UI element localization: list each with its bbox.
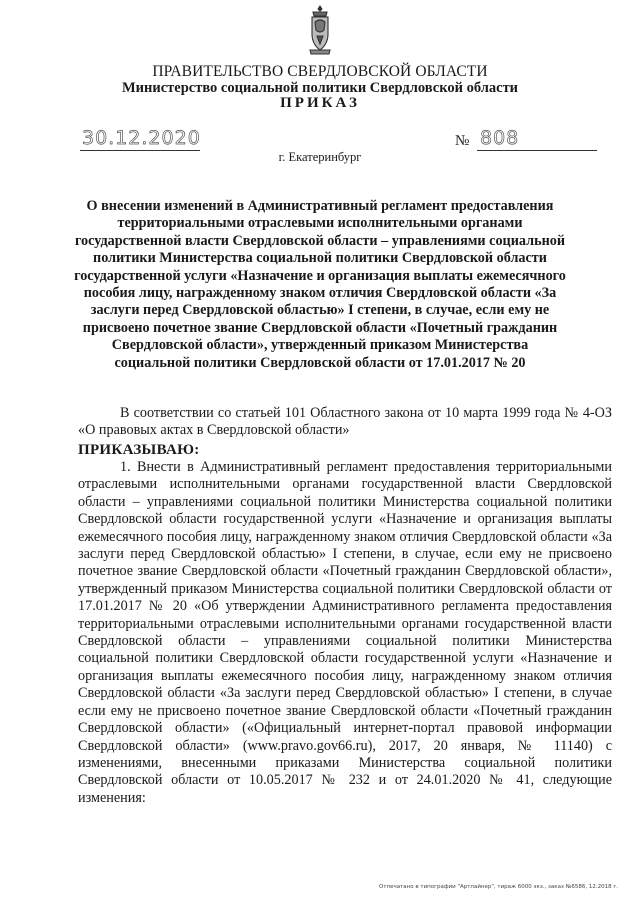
ministry-name: Министерство социальной политики Свердловской области xyxy=(121,80,519,96)
item-1-paragraph: 1. Внести в Административный регламент предоставления территориальными отраслевыми исполнительными органами государственной власти Свердловской области – управлениями социальной политики Министерства социальной политики Свердловской области государственной услуги «Назначение и организация выплаты ежемесячного пособия лицу, награжденному знаком отличия Свердловской области «За заслуги перед Свердловской областью» I степени, в случае, если ему не присвоено почетное звание Свердловской области «Почетный гражданин Свердловской области», утвержденный приказом Министерства социальной политики Свердловской области от 17.01.2017 № 20 «Об утверждении Административного регламента предоставления территориальными отраслевыми исполнительными органами государственной власти Свердловской области – управлениями социальной политики Министерства социальной политики Свердловской области государственной услуги «Назначение и организация выплаты ежемесячного пособия лицу, награжденному знаком отличия Свердловской области «За заслуги перед Свердловской областью» I степени, в случае если ему не присвоено почетное звание Свердловской области «Почетный гражданин Свердловской области» («Официальный интернет-портал правовой информации Свердловской области» (www.pravo.gov66.ru), 2017, 20 января, № 11140) с изменениями, внесенными приказами Министерства социальной политики Свердловской области от 10.05.2017 № 232 и от 24.01.2020 № 41, следующие изменения: xyxy=(78,459,612,806)
handwritten-date: 30.12.2020 xyxy=(82,127,201,149)
legal-basis-paragraph: В соответствии со статьей 101 Областного закона от 10 марта 1999 года № 4-ОЗ «О правовых актах в Свердловской области» xyxy=(78,405,612,439)
print-footer: Отпечатано в типографии "Артлайнер", тираж 6000 экз., заказ №6586, 12.2018 г. xyxy=(378,884,618,890)
order-title: О внесении изменений в Административный регламент предоставления территориальными отраслевыми исполнительными органами государственной власти Свердловской области – управлениями социальной политики Министерства социальной политики Свердловской области государственной услуги «Назначение и организация выплаты ежемесячного пособия лицу, награжденному знаком отличия Свердловской области «За заслуги перед Свердловской областью» I степени, в случае, если ему не присвоено почетное звание Свердловской области «Почетный гражданин Свердловской области», утвержденный приказом Министерства социальной политики Свердловской области от 17.01.2017 № 20 xyxy=(74,198,566,371)
city-name: г. Екатеринбург xyxy=(278,150,362,164)
handwritten-number: 808 xyxy=(480,127,520,149)
government-name: ПРАВИТЕЛЬСТВО СВЕРДЛОВСКОЙ ОБЛАСТИ xyxy=(152,63,488,80)
number-sign: № xyxy=(455,133,470,149)
coat-of-arms-emblem xyxy=(307,4,333,56)
decree-heading: ПРИКАЗЫВАЮ: xyxy=(78,442,200,458)
document-type: ПРИКАЗ xyxy=(280,95,360,111)
